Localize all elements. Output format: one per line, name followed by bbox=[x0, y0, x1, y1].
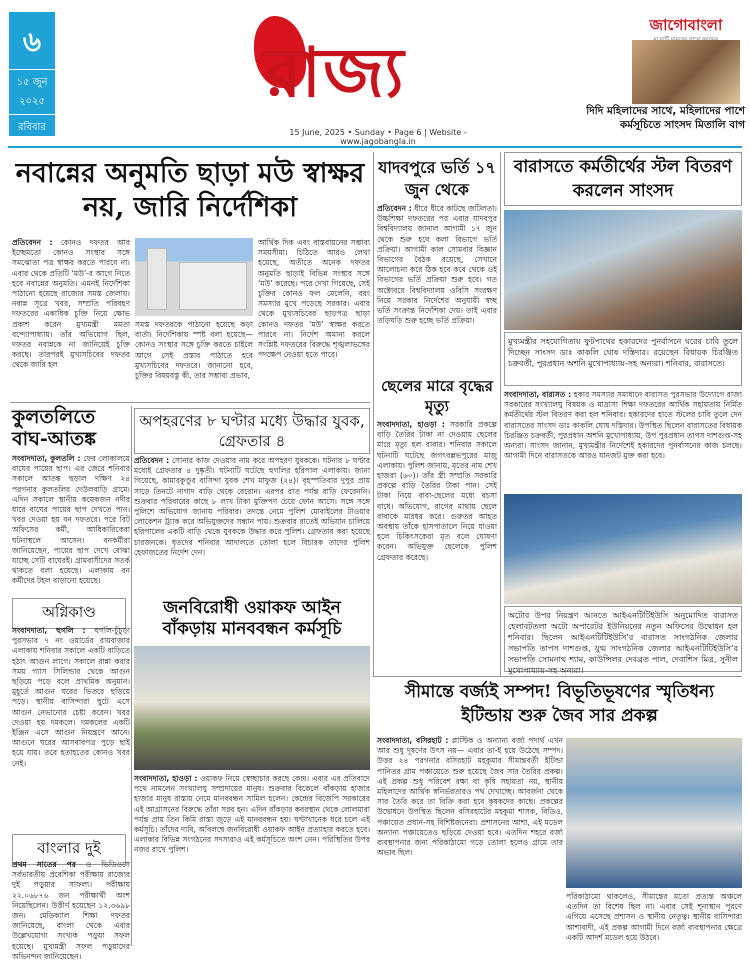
kidnap-dateline: প্রতিবেদন : bbox=[134, 456, 170, 465]
masthead-title: রাজ্য bbox=[264, 33, 406, 113]
lead-text-3: আর্থিক দিক এবং বাস্তবায়নের সম্ভাব্য সময়সীমা। চিঠিতে আরও লেখা হয়েছে, অতীতে অনেক দফতর অনুমতি ছাড়াই বিভিন্ন সংস্থার সঙ্গে ‘মউ’ করেছে। পরে দেখা গিয়েছে, সেই চুক্তির কোনও ফল মেলেনি, বরং সমস্যার মুখে পড়েছে সরকার। এবার থেকে মুখ্যসচিবের ছাড়পত্র ছাড়া কোনও দফতর ‘মউ’ স্বাক্ষর করতে পারবে না। নির্দেশ অমান্য করলে সংশ্লিষ্ট দফতরের বিরুদ্ধে শৃঙ্খলাভঙ্গের পদক্ষেপ নেওয়া হতে পারে। bbox=[258, 238, 370, 360]
nabanna-building-photo bbox=[135, 238, 253, 316]
elder-text: সরকারি প্রকল্পে বাড়ি তৈরির টাকা না দেওয়ায় ছেলের মারে মৃত্যু হল বাবার। শনিবার সকালে ঘটনাটি ঘটেছে জগৎবল্লভপুরের মাজু এলাকায়। পুলিশ জানায়, মৃতের নাম শেখ হাজরা (৬০)। তাঁর স্ত্রী সম্প্রতি সরকারি প্রকল্পে বাড়ি তৈরির টাকা পান। সেই টাকা নিয়ে বাবা-ছেলের মধ্যে বচসা বাধে। অভিযোগ, রাগের মাথায় ছেলে বাবাকে মারধর করে। গুরুতর আহত অবস্থায় তাঁকে হাসপাতালে নিয়ে যাওয়া হলে চিকিৎসকেরা মৃত বলে ঘোষণা করেন। অভিযুক্ত ছেলেকে পুলিশ গ্রেফতার করেছে। bbox=[377, 420, 498, 562]
lead-body-col1 bbox=[12, 238, 130, 398]
kidnap-text: সোনার কাজ দেওয়ার নাম করে অপহরণ যুবককে। ঘটনার ৮ ঘণ্টার মধ্যেই গ্রেফতার ৪ দুষ্কৃতী। ঘটনাটি ঘটেছে হুগলির হরিপাল এলাকায়। জানা গিয়েছে, কামারকুণ্ডুর বাসিন্দা যুবক শেখ মাফুজ (২৪)। বৃহস্পতিবার দুপুর প্রায় সাড়ে তিনটে নাগাদ বাড়ি থেকে বেরোন। এরপর রাত পর্যন্ত বাড়ি ফেরেননি। শুক্রবার পরিবারের কাছে ৮ লাখ টাকা মুক্তিপণ চেয়ে ফোন আসে। সঙ্গে সঙ্গে পুলিশে অভিযোগ জানায় পরিবার। তদন্তে নেমে পুলিশ মোবাইলের টাওয়ার লোকেশন ট্র্যাক করে অভিযুক্তদের সন্ধান পায়। শুক্রবার রাতেই অভিযান চালিয়ে হরিপালের একটি বাড়ি থেকে যুবককে উদ্ধার করে পুলিশ। গ্রেফতার করা হয়েছে চারজনকে। ধৃতদের শনিবার আদালতে তোলা হলে বিচারক তাদের পুলিশ হেফাজতের নির্দেশ দেন। bbox=[134, 456, 370, 557]
date-text: ১৫ জুন bbox=[16, 77, 48, 88]
elder-dateline: সংবাদদাতা, হাওড়া : bbox=[377, 420, 445, 429]
fire-dateline: সংবাদদাতা, হুগলি : bbox=[12, 626, 86, 635]
barasat-headline: বারাসতে কর্মতীর্থের স্টল বিতরণ করলেন সাংসদ bbox=[504, 152, 742, 206]
fire-text: হুগলি-চুঁচুড়া পুরসভার ৭ নং ওয়ার্ডের রায়বাজার এলাকায় শনিবার সকালে একটি বাড়িতে হঠাৎ আগুন লাগে। সকালে রান্না করার সময় গ্যাস সিলিন্ডার থেকে আগুন ছড়িয়ে পড়ে বলে প্রাথমিক অনুমান। মুহূর্তে আগুন ঘরের ভিতরে ছড়িয়ে পড়ে। স্থানীয় বাসিন্দারা ছুটে এসে আগুন নেভানোর চেষ্টা করেন। খবর দেওয়া হয় দমকলে। দমকলের একটি ইঞ্জিন এসে আগুন নিয়ন্ত্রণে আনে। আগুনে ঘরের আসবাবপত্র পুড়ে ছাই হয়ে যায়। তবে হতাহতের কোনও খবর নেই। bbox=[12, 626, 130, 768]
auto-union-photo bbox=[504, 494, 742, 604]
fertilizer-dateline: সংবাদদাতা, বসিরহাট : bbox=[377, 736, 449, 745]
masthead bbox=[250, 8, 490, 128]
kidnap-headline: অপহরণের ৮ ঘণ্টার মধ্যে উদ্ধার যুবক, গ্রেফতার ৪ bbox=[134, 408, 370, 454]
weekday-text: রবিবার bbox=[9, 114, 55, 137]
waqf-dateline: সংবাদদাতা, হাওড়া : bbox=[134, 774, 198, 783]
waqf-body bbox=[134, 774, 370, 954]
lead-dateline: প্রতিবেদন : bbox=[12, 238, 53, 247]
barasat-text: হকার সমস্যার সমাধানে বারাসত পুরসভার উদ্যোগে রাজ্য সরকারের সংখ্যালঘু বিষয়ক ও মাদ্রাসা শিক্ষা দফতরের আর্থিক সহায়তায় নির্মিত কর্মতীর্থের স্টল বিতরণ করা হল শনিবার। হকারদের হাতে স্টলের চাবি তুলে দেন বারাসতের সাংসদ ডাঃ কাকলি ঘোষ দস্তিদার। উপস্থিত ছিলেন বারাসতের বিধায়ক চিরঞ্জিত চক্রবর্তী, পুরপ্রধান অশনি মুখোপাধ্যায়, উপ পুরপ্রধান তাপস দাশগুপ্ত-সহ অন্যরা। সাংসদ জানান, মুখ্যমন্ত্রীর নির্দেশেই হকারদের পুনর্বাসনের কাজ চলছে। আগামী দিনে বারাসতকে আরও যানজট মুক্ত করা হবে। bbox=[504, 390, 742, 461]
fire-headline: অগ্নিকাণ্ড bbox=[12, 598, 126, 629]
jadavpur-headline: যাদবপুরে ভর্তি ১৭ জুন থেকে bbox=[378, 158, 496, 199]
jadavpur-body bbox=[377, 204, 497, 372]
lead-headline: নবান্নের অনুমতি ছাড়া মউ স্বাক্ষর নয়, জারি নির্দেশিকা bbox=[15, 158, 365, 223]
kidnap-body bbox=[134, 456, 370, 592]
promo-photo bbox=[632, 40, 740, 104]
elder-headline: ছেলের মারে বৃদ্ধের মৃত্যু bbox=[381, 377, 493, 415]
fertilizer-headline: সীমান্তে বর্জ্যই সম্পদ! বিভূতিভূষণের স্মৃতিধন্য ইটিন্ডায় শুরু জৈব সার প্রকল্প bbox=[404, 682, 715, 726]
barasat-event-photo bbox=[504, 210, 742, 330]
promo-caption: দিদি মহিলাদের সাথে, মহিলাদের পাশে কর্মসূচিতে সাংসদ মিতালি বাগ bbox=[586, 105, 745, 131]
lead-text-1: কোনও দফতর আর ইচ্ছেমতো কোনও সংস্থার সঙ্গে সমঝোতা পত্র স্বাক্ষর করতে পারবে না। এবার থেকে প্রতিটি ‘মউ’-র আগে নিতে হবে নবান্নের অনুমতি। এমনই নির্দেশিকা পাঠানো হয়েছে রাজ্যের সমস্ত জেলায়। নবান্ন সূত্রে খবর, সম্প্রতি পরিবহণ দফতরের একাধিক চুক্তি নিয়ে ক্ষোভ প্রকাশ করেন মুখ্যমন্ত্রী মমতা বন্দ্যোপাধ্যায়। তাঁর অভিযোগ ছিল, দফতর নবান্নকে না জানিয়েই চুক্তি করছে। তারপরই মুখ্যসচিবের দফতর থেকে জারি হল bbox=[12, 238, 131, 370]
exam-dateline: প্রথম সাতের পর bbox=[12, 860, 76, 869]
lead-text-2: সমস্ত দফতরকে পাঠানো হয়েছে কড়া বার্তা। নির্দেশিকায় স্পষ্ট বলা হয়েছে— কোনও সংস্থার সঙ্গে চুক্তি করতে চাইলে আগে সেই প্রস্তাব পাঠাতে হবে মুখ্যসচিবের দফতরে। জানানো হবে, চুক্তির বিষয়বস্তু কী, তার সম্ভাব্য প্রভাব, bbox=[135, 320, 253, 381]
fertilizer-caption: পরিকাঠামো থাকলেও, সীমান্তের মতো প্রত্যন্ত অঞ্চলে এতদিন তা বিশেষ ছিল না। এবার সেই শূন্যস্থান পূরণে এগিয়ে এসেছে প্রশাসন ও স্থানীয় নেতৃত্ব। স্থানীয় বাসিন্দারা আশাবাদী, এই প্রকল্প আগামী দিনে বর্জ্য ব্যবস্থাপনার ক্ষেত্রে একটি আদর্শ মডেল হয়ে উঠবে। bbox=[566, 892, 742, 942]
brand-name: জাগোবাংলা bbox=[649, 16, 723, 34]
auto-union-caption: অটোর উপর নিয়ন্ত্রণ আনতে আইএনটিটিইউসি অনুমোদিত বারাসত হেলাবটতলা অটো অপারেটর ইউনিয়নের নতুন অফিসের উদ্বোধন হল শনিবার। ছিলেন আইএনটিটিইউসি’র বারাসত সাংগঠনিক জেলার সভাপতি তাপস দাশগুপ্ত, যুগ্ম সাংগঠনিক জেলার আইএনটিটিইউসি’র সভাপতি সোমনাথ শ্যাম, কাউন্সিলর দেবব্রত পাল, দেবাশিস মিত্র, সুনীল মুখোপাধ্যায়-সহ অন্যরা। bbox=[504, 606, 742, 672]
masthead-meta: 15 June, 2025 • Sunday • Page 6 | Website - www.jagobangla.in bbox=[289, 128, 467, 146]
exam-body bbox=[12, 860, 131, 961]
tiger-headline: কুলতলিতে বাঘ-আতঙ্ক bbox=[12, 406, 97, 450]
brand-logo bbox=[632, 14, 740, 36]
jadavpur-text: ধীরে ধীরে কাটছে জটিলতা। উচ্চশিক্ষা দফতরের পর এবার যাদবপুর বিশ্ববিদ্যালয় জানাল আগামী ১৭ জুন থেকে শুরু হবে কলা বিভাগে ভর্তি প্রক্রিয়া। আগামী কাল সোমবার বিজ্ঞান বিভাগের বৈঠক রয়েছে, সেখানে আলোচনা করে ঠিক হবে কবে থেকে ওই বিভাগের ভর্তি প্রক্রিয়া শুরু হবে। গত অক্টোবরে বিশ্ববিদ্যালয় ওবিসি সংরক্ষণ নিয়ে সরকার নির্দেশের অনুযায়ী স্বচ্ছ ভর্তি সংক্রান্ত নির্দেশিকা দেয়। তাই এবার তড়িঘড়ি শুরু হচ্ছে ভর্তি প্রক্রিয়া। bbox=[377, 204, 497, 326]
barasat-body bbox=[504, 390, 742, 490]
waqf-text: ওয়াকফ নিয়ে স্বেচ্ছাচার করছে কেন্দ্র। এবার এর প্রতিবাদে পথে নামলেন সংখ্যালঘু সম্প্রদায়ের মানুষ। শুক্রবার বিকেলে বাঁকড়ায় হাজার হাজার মানুষ রাস্তায় নেমে মানববন্ধন সামিল হলেন। কেন্দ্রের বিজেপি সরকারের এই আগ্রাসনের বিরুদ্ধে তাঁরা সরব হন। এদিন বাঁকড়ার কবরস্থান থেকে লোলমারা পর্যন্ত প্রায় তিন কিমি রাস্তা জুড়ে এই মানববন্ধন হয়। ঘণ্টাখানেক ধরে চলে এই কর্মসূচি। তাঁদের দাবি, অবিলম্বে জনবিরোধী ওয়াকফ আইন প্রত্যাহার করতে হবে। এলাকার বিভিন্ন সংগঠনের সদস্যরাও এই কর্মসূচিতে অংশ নেন। পরিস্থিতির উপর নজর রাখে পুলিশ। bbox=[134, 774, 370, 855]
tiger-text: ফের লোকালয়ে বাঘের পায়ের ছাপ। এর জেরে শনিবার সকালে আতঙ্ক ছড়াল দক্ষিণ ২৪ পরগনার কুলতলির দেউলবাড়ি গ্রামে। এদিন সকালে স্থানীয় কয়েকজন নদীর ধারে বাঘের পায়ের ছাপ দেখতে পান। খবর দেওয়া হয় বন দফতরে। পরে বিট অফিসের কর্মী, আধিকারিকেরা ঘটনাস্থলে আসেন। বনকর্মীরা জানিয়েছেন, পায়ের ছাপ দেখে বোঝা যাচ্ছে সেটি বাঘেরই। গ্রামবাসীদের সতর্ক থাকতে বলা হয়েছে। এলাকায় বন কর্মীদের টহল বাড়ানো হয়েছে। bbox=[12, 454, 130, 586]
barasat-dateline: সংবাদদাতা, বারাসত : bbox=[504, 390, 572, 399]
fertilizer-body bbox=[377, 736, 563, 956]
exam-text: ও ভিডিওসে সর্বভারতীয় প্রবেশিকা পরীক্ষায় রাজ্যের দুই পড়ুয়ার সাফল্য। পরীক্ষায় ২২.০৬৮৭৬ জন পরীক্ষার্থী অংশ নিয়েছিলেন। উত্তীর্ণ হয়েছেন ১২.৩৬৯৮ জন। মেডিক্যাল শিক্ষা দফতর জানিয়েছে, বাংলা থেকে এবার উল্লেখযোগ্য সংখ্যক পড়ুয়া সফল হয়েছে। মুখ্যমন্ত্রী সফল পড়ুয়াদের অভিনন্দন জানিয়েছেন। bbox=[12, 860, 131, 961]
date-block bbox=[9, 12, 55, 136]
header-rule bbox=[8, 146, 742, 148]
year-text: ২০২৫ bbox=[19, 96, 45, 107]
barasat-caption: মুখ্যমন্ত্রীর সহযোগিতায় ফুটপাথের হকারদের পুনর্বাসনে ঘরের চাবি তুলে দিচ্ছেন সাংসদ ডাঃ কাকলি ঘোষ দস্তিদার। রয়েছেন বিধায়ক চিরঞ্জিত চক্রবর্তী, পুরপ্রধান অশনি মুখোপাধ্যায়-সহ অন্যরা। শনিবার, বারাসতে। bbox=[504, 332, 742, 386]
elder-body bbox=[377, 420, 497, 670]
fertilizer-text: প্লাস্টিক ও অন্যান্য বর্জ্য পদার্থ এখন আর শুধু দূষণের উৎস নয়— এবার তা-ই হয়ে উঠেছে সম্পদ। উত্তর ২৪ পরগনার বসিরহাট মহকুমার সীমান্তবর্তী ইটিন্ডা পানিতর গ্রাম পঞ্চায়েতে শুরু হয়েছে জৈব সার তৈরির প্রকল্প। এই প্রকল্প শুধু পরিবেশ রক্ষা বা কৃষি সহায়তা নয়, স্থানীয় মহিলাদের আর্থিক স্বনির্ভরতারও পথ দেখাচ্ছে। আবর্জনা থেকে সার তৈরি করে তা বিক্রি করা হবে কৃষকদের কাছে। প্রকল্পের উদ্বোধনে উপস্থিত ছিলেন বসিরহাটের মহকুমা শাসক, বিডিও, পঞ্চায়েত প্রধান-সহ বিশিষ্টজনেরা। প্রশাসনের আশা, এই মডেল অন্যান্য পঞ্চায়েতেও ছড়িয়ে দেওয়া হবে। এতদিন শহরে বর্জ্য ব্যবস্থাপনার জন্য পরিকাঠামো গড়ে তোলা হলেও গ্রামে তার অভাব ছিল। bbox=[377, 736, 564, 858]
waqf-headline: জনবিরোধী ওয়াকফ আইন বাঁকড়ায় মানববন্ধন কর্মসূচি bbox=[162, 598, 342, 639]
exam-headline: বাংলার দুই bbox=[12, 834, 126, 865]
waqf-protest-photo bbox=[134, 646, 370, 770]
jadavpur-dateline: প্রতিবেদন : bbox=[377, 204, 412, 213]
page-number: ৬ bbox=[9, 12, 55, 70]
tiger-body bbox=[12, 454, 130, 592]
fertilizer-plant-photo bbox=[566, 738, 742, 888]
fire-body bbox=[12, 626, 130, 826]
tiger-dateline: সংবাদদাতা, কুলতলি : bbox=[12, 454, 81, 463]
